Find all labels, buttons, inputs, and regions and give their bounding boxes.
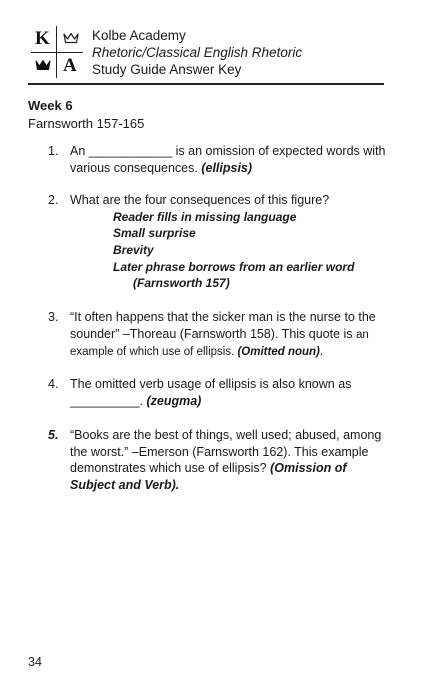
answer-item: Brevity bbox=[113, 242, 154, 257]
question-text: An ____________ is an omission of expected words with various consequences. bbox=[70, 144, 386, 175]
crown-outline-icon bbox=[63, 32, 79, 44]
question-text-end: . bbox=[319, 346, 324, 358]
crown-filled-icon bbox=[35, 59, 51, 71]
question-1 bbox=[48, 143, 388, 176]
question-number: 4. bbox=[48, 377, 59, 391]
question-number: 5. bbox=[48, 428, 59, 442]
document-header bbox=[92, 27, 302, 78]
answer-item: Small surprise bbox=[113, 226, 196, 241]
question-answer: (zeugma) bbox=[146, 393, 202, 408]
question-number: 2. bbox=[48, 193, 59, 207]
question-text-cont: an example of which use of ellipsis. bbox=[70, 328, 369, 358]
logo-letter-a: A bbox=[63, 55, 77, 76]
question-4 bbox=[48, 376, 388, 409]
week-heading: Week 6 bbox=[28, 98, 73, 113]
answer-list bbox=[113, 209, 388, 293]
question-text: “It often happens that the sicker man is the nurse to the sounder” –Thoreau (Farnsworth 158). This quote is bbox=[70, 310, 376, 341]
answer-item: Reader fills in missing language bbox=[113, 209, 297, 224]
question-text: The omitted verb usage of ellipsis is also known as __________. bbox=[70, 377, 352, 408]
question-text: “Books are the best of things, well used; abused, among the worst.” –Emerson (Farnsworth 162). This example demonstrates which use of ellipsis? bbox=[70, 428, 382, 475]
answer-source: (Farnsworth 157) bbox=[133, 276, 230, 291]
question-answer: (Omission of Subject and Verb). bbox=[70, 461, 347, 492]
logo-horizontal-divider bbox=[31, 52, 83, 53]
reading-assignment: Farnsworth 157-165 bbox=[28, 116, 145, 131]
question-answer: (ellipsis) bbox=[201, 160, 253, 175]
header-rule bbox=[28, 83, 384, 85]
question-number: 1. bbox=[48, 144, 59, 158]
document-title: Study Guide Answer Key bbox=[92, 62, 242, 77]
logo-letter-k: K bbox=[35, 28, 50, 49]
question-number: 3. bbox=[48, 310, 59, 324]
institution-name: Kolbe Academy bbox=[92, 28, 186, 43]
question-2 bbox=[48, 192, 388, 292]
kolbe-academy-logo bbox=[31, 26, 83, 78]
question-text: What are the four consequences of this figure? bbox=[70, 193, 330, 207]
answer-item: Later phrase borrows from an earlier word bbox=[113, 259, 355, 274]
course-title: Rhetoric/Classical English Rhetoric bbox=[92, 45, 303, 60]
question-3 bbox=[48, 309, 388, 361]
page-number: 34 bbox=[28, 655, 42, 669]
question-answer: (Omitted noun) bbox=[237, 346, 320, 358]
question-5 bbox=[48, 427, 388, 493]
